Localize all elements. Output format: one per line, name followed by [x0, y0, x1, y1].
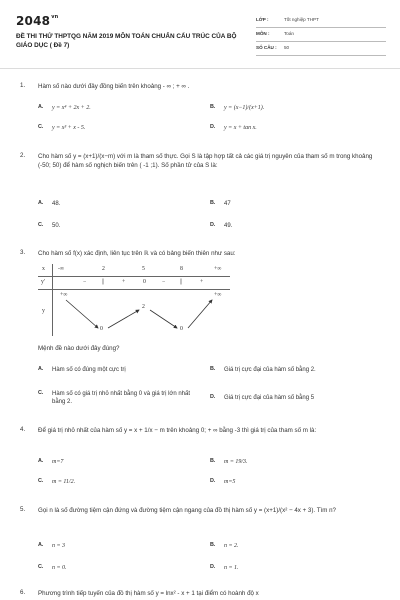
option-text: n = 1. [224, 565, 239, 571]
question-text: Gọi n là số đường tiệm cận đứng và đường tiệm cận ngang của đồ thị hàm số y = (x+1)/(x² − 4x + 3). Tìm n? [38, 507, 336, 514]
yprime-label: y' [41, 279, 45, 285]
exam-title: ĐỀ THI THỬ THPTQG NĂM 2019 MÔN TOÁN CHUẨN CẤU TRÚC CỦA BỘ GIÁO DỤC ( Đề 7) [16, 33, 237, 49]
option-text: y = x³ + x - 5. [52, 125, 86, 131]
option-letter: A. [38, 458, 44, 464]
sign-cell: || [180, 279, 183, 285]
sign-cell: − [83, 279, 87, 285]
logo-text: 2048 [16, 14, 51, 28]
sign-cell: || [102, 279, 105, 285]
arrow-up [188, 300, 212, 328]
question-number: 3. [20, 249, 26, 256]
x-value: -∞ [58, 266, 65, 272]
x-value: 8 [180, 266, 183, 272]
x-label: x [42, 266, 45, 272]
option-text: n = 2. [224, 543, 239, 549]
question-number: 1. [20, 82, 26, 89]
option-letter: A. [38, 542, 44, 548]
arrow-down [66, 300, 98, 328]
option-letter: D. [210, 564, 216, 570]
meta-row-subject [256, 28, 386, 42]
option-letter: D. [210, 124, 216, 130]
option-text: Giá trị cực đại của hàm số bằng 2. [224, 367, 316, 373]
sign-cell: + [122, 279, 126, 285]
y-value: +∞ [214, 292, 222, 298]
option-letter: B. [210, 542, 216, 548]
arrow-down [150, 310, 177, 328]
option-letter: C. [38, 222, 44, 228]
option-letter: A. [38, 366, 44, 372]
meta-row-class [256, 14, 386, 28]
meta-row-count [256, 42, 386, 56]
option-letter: C. [38, 478, 44, 484]
meta-key: SỐ CÂU : [256, 45, 277, 50]
option-text: 50. [52, 223, 61, 229]
option-letter: C. [38, 124, 44, 130]
y-value: 2 [142, 304, 145, 310]
site-logo[interactable] [16, 14, 58, 28]
question-number: 5. [20, 506, 26, 513]
option-text: Hàm số có đúng một cực trị [52, 367, 126, 373]
arrow-up [108, 310, 139, 328]
x-value: +∞ [214, 266, 222, 272]
question-text: Hàm số nào dưới đây đồng biến trên khoảng - ∞ ; + ∞ . [38, 83, 190, 90]
option-letter: C. [38, 564, 44, 570]
x-value: 2 [102, 266, 105, 272]
question-subtext: Mệnh đề nào dưới đây đúng? [38, 345, 120, 352]
question-number: 2. [20, 152, 26, 159]
option-letter: B. [210, 366, 216, 372]
option-letter: D. [210, 394, 216, 400]
question-text: Cho hàm số f(x) xác định, liên tục trên ℝ và có bảng biến thiên như sau: [38, 250, 236, 257]
option-text: m = 19/3. [224, 459, 248, 465]
y-label: y [42, 308, 45, 314]
sign-cell: − [162, 279, 166, 285]
question-text: Để giá trị nhỏ nhất của hàm số y = x + 1/x − m trên khoảng 0; + ∞ bằng -3 thì giá trị của tham số m là: [38, 427, 317, 434]
option-letter: D. [210, 222, 216, 228]
y-value: 0 [100, 326, 103, 332]
option-text: n = 3 [52, 543, 66, 549]
sign-cell: 0 [143, 279, 146, 285]
option-text: y = x⁴ + 2x + 2. [52, 105, 91, 111]
exam-meta [256, 14, 386, 56]
option-text: m=7 [52, 459, 64, 465]
exam-header [0, 0, 400, 60]
sign-cell: + [200, 279, 204, 285]
option-letter: A. [38, 104, 44, 110]
option-letter: D. [210, 478, 216, 484]
x-value: 5 [142, 266, 145, 272]
option-text: 47 [224, 201, 231, 207]
meta-key: MÔN : [256, 31, 270, 36]
option-text: 48. [52, 201, 61, 207]
option-letter: C. [38, 390, 44, 396]
question-number: 6. [20, 589, 26, 596]
meta-value: Tốt nghiệp THPT [284, 17, 319, 22]
option-text: m=5 [224, 479, 236, 485]
logo-suffix: vn [51, 14, 59, 20]
meta-key: LỚP : [256, 17, 269, 22]
option-text: n = 0. [52, 565, 67, 571]
y-value: +∞ [60, 292, 68, 298]
question-text: Phương trình tiếp tuyến của đồ thị hàm số y = lnx² - x + 1 tại điểm có hoành độ x [38, 590, 259, 597]
meta-value: 50 [284, 45, 290, 50]
option-letter: B. [210, 200, 216, 206]
option-text: Hàm số có giá trị nhỏ nhất bằng 0 và giá trị lớn nhất bằng 2. [52, 391, 191, 405]
option-text: 49. [224, 223, 233, 229]
option-text: y = x + tan x. [224, 125, 257, 131]
table-arrows [38, 264, 230, 336]
option-text: y = (x−1)/(x+1). [224, 105, 265, 111]
option-letter: B. [210, 104, 216, 110]
variation-table [38, 264, 230, 336]
option-letter: B. [210, 458, 216, 464]
header-divider [0, 68, 400, 69]
option-text: Giá trị cực đại của hàm số bằng 5 [224, 395, 315, 401]
y-value: 0 [180, 326, 183, 332]
question-number: 4. [20, 426, 26, 433]
option-text: m = 11/2. [52, 479, 76, 485]
meta-value: Toán [284, 31, 294, 36]
option-letter: A. [38, 200, 44, 206]
question-text: Cho hàm số y = (x+1)/(x−m) với m là tham số thực. Gọi S là tập hợp tất cả các giá trị nguyên của tham số m trong khoảng (-50; 50) để hàm số nghịch biến trên ( -1 ;1). Số phần tử của S là: [38, 153, 373, 169]
